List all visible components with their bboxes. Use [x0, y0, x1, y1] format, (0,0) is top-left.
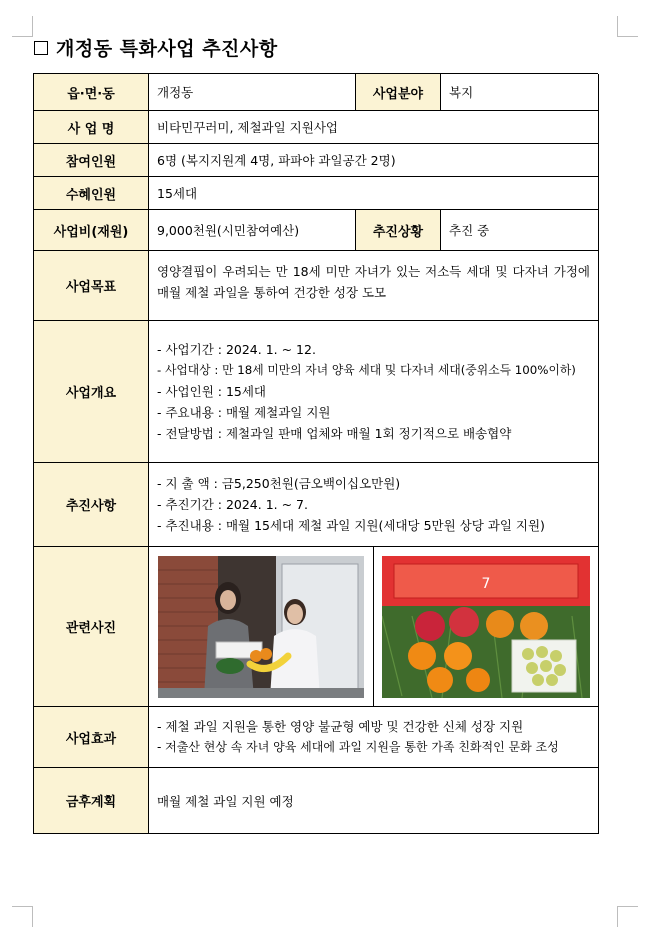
label-goal: 사업목표 — [34, 251, 149, 321]
value-plan: 매월 제철 과일 지원 예정 — [149, 768, 599, 834]
label-photos: 관련사진 — [34, 547, 149, 707]
label-beneficiaries: 수혜인원 — [34, 177, 149, 210]
value-photos — [149, 547, 599, 707]
overview-item: - 전달방법 : 제철과일 판매 업체와 매월 1회 정기적으로 배송협약 — [157, 426, 512, 441]
value-participants: 6명 (복지지원계 4명, 파파야 과일공간 2명) — [149, 144, 599, 177]
overview-item: - 사업기간 : 2024. 1. ~ 12. — [157, 342, 316, 357]
value-beneficiaries: 15세대 — [149, 177, 599, 210]
photo-cell-delivery — [149, 547, 374, 706]
crop-mark-bottom-right — [617, 906, 638, 927]
overview-item: - 사업인원 : 15세대 — [157, 384, 266, 399]
overview-item: - 사업대상 : 만 18세 미만의 자녀 양육 세대 및 다자녀 세대(중위소득 100%이하) — [157, 363, 576, 377]
project-table — [33, 73, 598, 834]
effect-item: - 저출산 현상 속 자녀 양육 세대에 과일 지원을 통한 가족 친화적인 문화 조성 — [157, 740, 559, 754]
label-name: 사 업 명 — [34, 111, 149, 144]
label-plan: 금후계획 — [34, 768, 149, 834]
value-status: 추진 중 — [441, 210, 599, 251]
value-field: 복지 — [441, 74, 599, 111]
value-name: 비타민꾸러미, 제철과일 지원사업 — [149, 111, 599, 144]
label-budget: 사업비(재원) — [34, 210, 149, 251]
fruit-delivery-photo — [158, 556, 364, 698]
photo-cell-fruitbox — [374, 547, 598, 706]
crop-mark-bottom-left — [12, 906, 33, 927]
value-region: 개정동 — [149, 74, 356, 111]
overview-item: - 주요내용 : 매월 제철과일 지원 — [157, 405, 331, 420]
value-overview — [149, 321, 599, 463]
fruit-box-photo — [382, 556, 590, 698]
value-goal: 영양결핍이 우려되는 만 18세 미만 자녀가 있는 저소득 세대 및 다자녀 가정에 매월 제철 과일을 통하여 건강한 성장 도모 — [149, 251, 599, 321]
svg-text:7: 7 — [481, 575, 491, 592]
crop-mark-top-right — [617, 16, 638, 37]
label-overview: 사업개요 — [34, 321, 149, 463]
value-budget: 9,000천원(시민참여예산) — [149, 210, 356, 251]
progress-item: - 추진기간 : 2024. 1. ~ 7. — [157, 497, 308, 512]
label-participants: 참여인원 — [34, 144, 149, 177]
progress-item: - 지 출 액 : 금5,250천원(금오백이십오만원) — [157, 476, 401, 491]
progress-item: - 추진내용 : 매월 15세대 제철 과일 지원(세대당 5만원 상당 과일 지원) — [157, 518, 545, 533]
label-progress: 추진사항 — [34, 463, 149, 547]
label-status: 추진상황 — [356, 210, 441, 251]
label-field: 사업분야 — [356, 74, 441, 111]
crop-mark-top-left — [12, 16, 33, 37]
label-region: 읍·면·동 — [34, 74, 149, 111]
label-effect: 사업효과 — [34, 707, 149, 768]
effect-item: - 제철 과일 지원을 통한 영양 불균형 예방 및 건강한 신체 성장 지원 — [157, 719, 524, 734]
document-title — [34, 34, 278, 61]
value-progress — [149, 463, 599, 547]
title-text: 개정동 특화사업 추진사항 — [56, 38, 278, 60]
checkbox-icon — [34, 41, 48, 55]
value-effect — [149, 707, 599, 768]
